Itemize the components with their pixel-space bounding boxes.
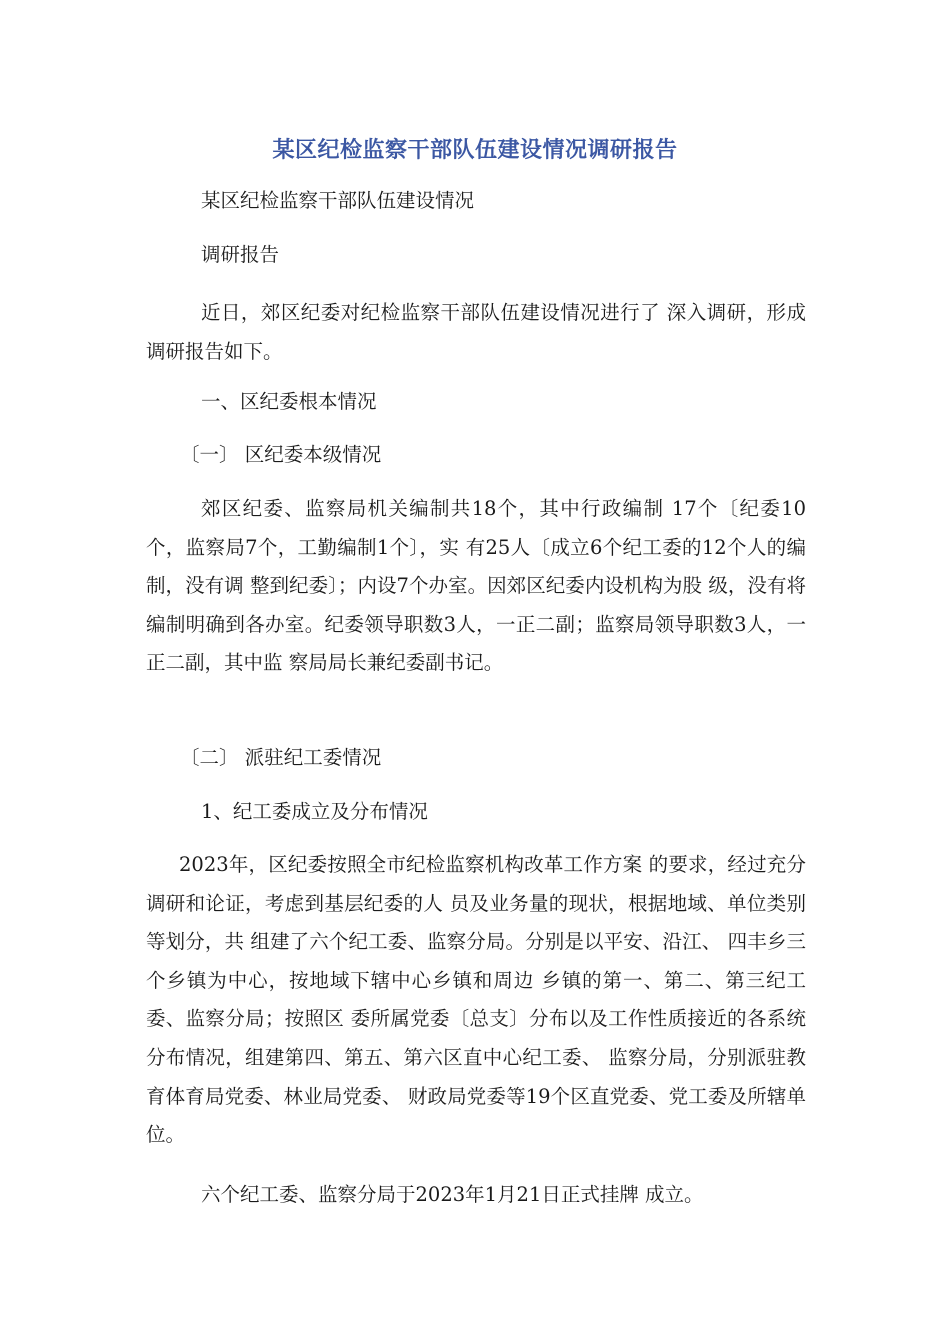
item-heading-1-2-1: 1、纪工委成立及分布情况: [201, 800, 428, 823]
intro-paragraph: 近日，郊区纪委对纪检监察干部队伍建设情况进行了 深入调研，形成调研报告如下。: [146, 301, 806, 363]
subtitle-line-1: 某区纪检监察干部队伍建设情况: [201, 189, 475, 212]
subsection-heading-1-2: 〔二〕 派驻纪工委情况: [180, 746, 382, 769]
subsection-heading-1-1: 〔一〕 区纪委本级情况: [180, 443, 382, 466]
subtitle-line-2: 调研报告: [201, 243, 280, 266]
section-heading-1: 一、区纪委根本情况: [201, 390, 377, 413]
body-paragraph-2: 2023年，区纪委按照全市纪检监察机构改革工作方案 的要求，经过充分调研和论证，考虑到基层纪委的人 员及业务量的现状，根据地域、单位类别等划分，共 组建了六个纪工委、监察分局。分别是以平安、沿江、 四丰乡三个乡镇为中心，按地域下辖中心乡镇和周边 乡镇的第一、第二、第三纪工委、监察分局；按照区 委所属党委〔总支〕分布以及工作性质接近的各系统 分布情况，组建第四、第五、第六区直中心纪工委、 监察分局，分别派驻教育体育局党委、林业局党委、 财政局党委等19个区直党委、党工委及所辖单位。: [146, 853, 806, 1147]
document-title: 某区纪检监察干部队伍建设情况调研报告: [272, 138, 678, 163]
body-paragraph-3: 六个纪工委、监察分局于2023年1月21日正式挂牌 成立。: [201, 1183, 704, 1206]
body-paragraph-1: 郊区纪委、监察局机关编制共18个，其中行政编制 17个〔纪委10个，监察局7个，工勤编制1个〕，实 有25人〔成立6个纪工委的12个人的编制，没有调 整到纪委〕；内设7个办室。因郊区纪委内设机构为股 级，没有将编制明确到各办室。纪委领导职数3人，一正二副；监察局领导职数3人，一正二副，其中监 察局局长兼纪委副书记。: [146, 497, 806, 675]
